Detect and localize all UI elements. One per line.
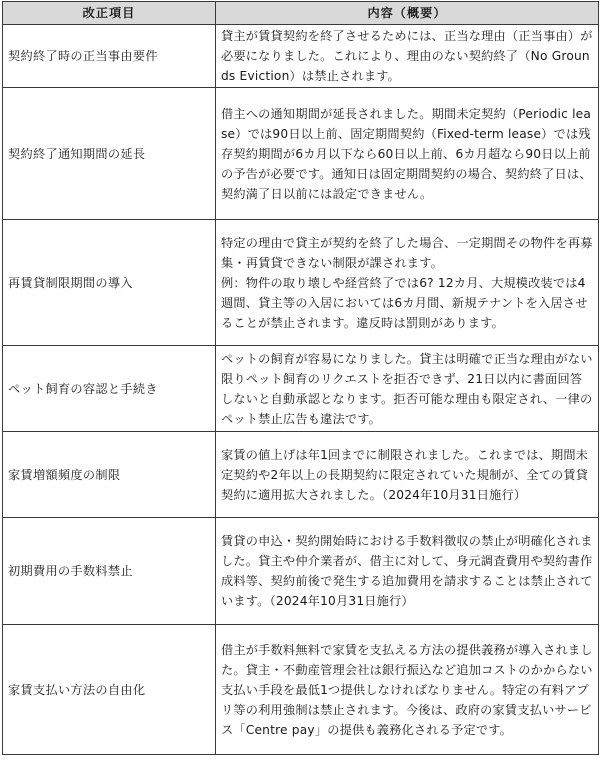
table-row [3, 220, 599, 346]
reform-summary-table [2, 1, 599, 755]
row-content: 特定の理由で貸主が契約を終了した場合、一定期間その物件を再募集・再賃貸できない制限が課されます。 例：物件の取り壊しや経営終了では6? 12カ月、大規模改装では4週間、貸主等の入居においては6カ月間、新規テナントを入居させることが禁止されます。違反時は罰則があります。 [216, 220, 599, 346]
row-item: 再賃貸制限期間の導入 [3, 220, 216, 346]
row-item: 契約終了時の正当事由要件 [3, 25, 216, 88]
row-item: ペット飼育の容認と手続き [3, 346, 216, 432]
row-content: 賃貸の申込・契約開始時における手数料徴収の禁止が明確化されました。貸主や仲介業者が、借主に対して、身元調査費用や契約書作成料等、契約前後で発生する追加費用を請求することは禁止されています。（2024年10月31日施行） [216, 518, 599, 625]
row-content: 貸主が賃貸契約を終了させるためには、正当な理由（正当事由）が必要になりました。これにより、理由のない契約終了（No Grounds Eviction）は禁止されます。 [216, 25, 599, 88]
table-row [3, 625, 599, 755]
table-header-row [3, 2, 599, 25]
row-item: 家賃支払い方法の自由化 [3, 625, 216, 755]
table-row [3, 346, 599, 432]
row-content: ペットの飼育が容易になりました。貸主は明確で正当な理由がない限りペット飼育のリクエストを拒否できず、21日以内に書面回答しないと自動承認となります。拒否可能な理由も限定され、一律のペット禁止広告も違法です。 [216, 346, 599, 432]
row-content: 借主への通知期間が延長されました。期間未定契約（Periodic lease）では90日以上前、固定期間契約（Fixed-term lease）では残存契約期間が6カ月以下なら60日以上前、6カ月超なら90日以上前の予告が必要です。通知日は固定期間契約の場合、契約終了日は、契約満了日以前には設定できません。 [216, 88, 599, 220]
header-item: 改正項目 [3, 2, 216, 25]
table-row [3, 88, 599, 220]
table-row [3, 518, 599, 625]
header-content: 内容（概要） [216, 2, 599, 25]
table-row [3, 25, 599, 88]
row-item: 初期費用の手数料禁止 [3, 518, 216, 625]
row-content: 家賃の値上げは年1回までに制限されました。これまでは、期間未定契約や2年以上の長期契約に限定されていた規制が、全ての賃貸契約に適用拡大されました。（2024年10月31日施行） [216, 432, 599, 518]
table-row [3, 432, 599, 518]
row-item: 契約終了通知期間の延長 [3, 88, 216, 220]
row-content: 借主が手数料無料で家賃を支払える方法の提供義務が導入されました。貸主・不動産管理会社は銀行振込など追加コストのかからない支払い手段を最低1つ提供しなければなりません。特定の有料アプリ等の利用強制は禁止されます。今後は、政府の家賃支払いサービス「Centre pay」の提供も義務化される予定です。 [216, 625, 599, 755]
row-item: 家賃増額頻度の制限 [3, 432, 216, 518]
